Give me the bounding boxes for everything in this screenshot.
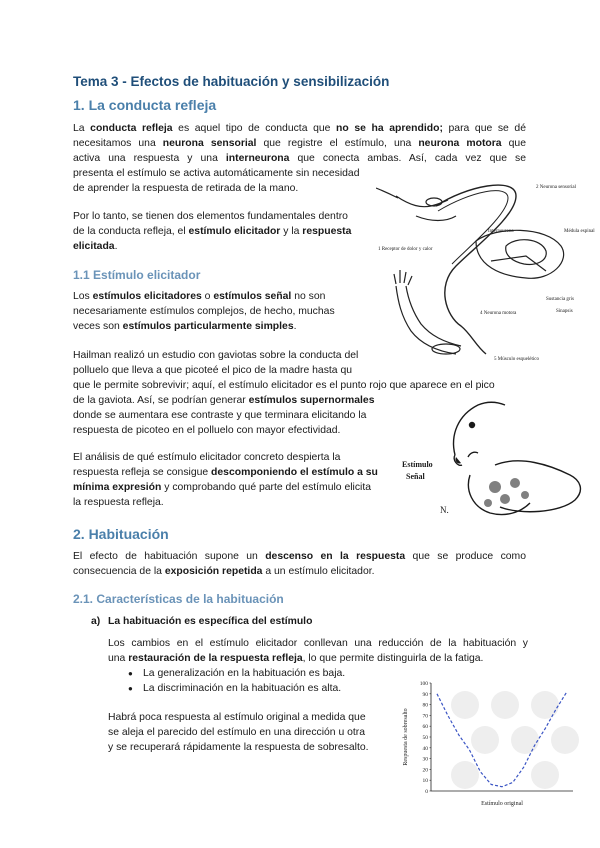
text-line: que le permite sobrevivir; aquí, el estímulo elicitador es el punto rojo que aparece en el pico [73,380,495,391]
reflex-arc-figure [376,166,598,366]
y-tick-label: 100 [419,681,428,687]
heading-conducta-refleja: 1. La conducta refleja [73,97,217,113]
label-corner: N. [440,505,449,515]
text-line: de la conducta refleja, el estímulo elicitador y la respuesta [73,226,352,237]
text-line: presenta el estímulo se activa automáticamente sin necesidad [73,168,360,179]
label-senal: Señal [406,472,425,481]
paragraph-estimulos-senal [73,289,373,334]
paragraph-analisis [73,450,403,510]
y-axis-label: Respuesta de sobresalto [403,708,409,766]
text-line: necesariamente estímulos complejos, de hecho, muchas [73,306,335,317]
text-line: necesitamos una neurona sensorial que registre el estímulo, una neurona motora que [73,138,526,149]
heading-caracteristicas: 2.1. Características de la habituación [73,592,284,606]
y-tick-label: 30 [422,756,428,763]
text-line: Los estímulos elicitadores o estímulos señal no son [73,291,326,302]
text-line: y se recuperará rápidamente la respuesta de sobresalto. [108,742,369,753]
label-musculo: 5 Músculo esquelético [494,357,539,362]
x-axis-label: Estímulo original [481,801,523,807]
text-line: la respuesta refleja. [73,497,164,508]
text-line: una restauración de la respuesta refleja, lo que permite distinguirla de la fatiga. [108,653,484,664]
watermark-dot [531,691,559,719]
label-sustancia-gris: Sustancia gris [546,297,574,302]
y-tick-label: 90 [422,691,428,698]
lower-arm-outline-2 [406,286,461,346]
lower-hand-fingers [394,270,412,285]
egg-pattern-spot [510,478,520,488]
page-title: Tema 3 - Efectos de habituación y sensibilización [73,74,390,89]
label-receptor: 1 Receptor de dolor y calor [378,247,433,252]
heading-estimulo-elicitador: 1.1 Estímulo elicitador [73,268,201,282]
arm-outline [416,216,456,221]
text-line: mínima expresión y comprobando qué parte del estímulo elicita [73,482,372,493]
watermark-dot [491,691,519,719]
bullet-list [123,666,345,696]
text-line: consecuencia de la exposición repetida a un estímulo elicitador. [73,566,375,577]
item-a-label: La habituación es específica del estímulo [108,616,313,627]
text-line: veces son estímulos particularmente simples. [73,321,297,332]
y-tick-label: 80 [422,702,428,709]
paragraph-cambios [108,636,528,666]
text-line: se aleja el parecido del estímulo en una dirección u otra [108,727,366,738]
egg-pattern-spot [500,494,510,504]
paragraph-poca-respuesta [108,710,388,755]
watermark-dots [451,691,579,789]
sensory-fiber [436,185,516,354]
text-line: Por lo tanto, se tienen dos elementos fundamentales dentro [73,211,348,222]
gull-body-outline [495,461,580,512]
y-tick-label: 50 [422,735,428,741]
text-line: Habrá poca respuesta al estímulo original a medida que [108,712,366,723]
watermark-dot [531,761,559,789]
text-line: El análisis de qué estímulo elicitador concreto despierta la [73,452,341,463]
y-tick-label: 20 [422,767,428,774]
label-neurona-motora: 4 Neurona motora [480,311,517,316]
habituation-chart [395,675,580,810]
y-tick-label: 60 [422,724,428,731]
paragraph-habituacion [73,549,526,579]
text-line: de aprender la respuesta de retirada de la mano. [73,183,299,194]
egg-pattern-spot [521,491,529,499]
label-medula: Médula espinal [564,229,595,234]
label-estimulo: Estímulo [402,460,433,469]
text-line: respuesta de picoteo en el polluelo con mayor efectividad. [73,425,341,436]
list-marker-a: a) [91,616,101,627]
list-item: ● La discriminación en la habituación es alta. [123,681,345,696]
gull-throat-outline [468,452,478,457]
label-interneurona: Interneurona [488,229,514,234]
list-item: ● La generalización en la habituación es baja. [123,666,345,681]
egg-pattern-spot [484,499,492,507]
text-line: respuesta refleja se consigue descomponiendo el estímulo a su [73,467,378,478]
paragraph-elementos [73,209,373,254]
gull-figure [400,395,590,520]
y-tick-label: 70 [422,713,428,720]
text-line: El efecto de habituación supone un descenso en la respuesta que se produce como [73,551,526,562]
y-tick-label: 10 [422,778,428,785]
text-line: donde se aumentara ese contraste y que terminara elicitando la [73,410,367,421]
text-line: Hailman realizó un estudio con gaviotas sobre la conducta del [73,350,359,361]
label-sinapsis: Sinapsis [556,309,573,314]
watermark-dot [451,691,479,719]
y-tick-labels [420,681,431,795]
text-line: elicitada. [73,241,118,252]
spinal-cord-shape [476,230,564,278]
finger-outline [376,188,398,198]
y-tick-label: 0 [425,789,428,795]
y-tick-label: 40 [422,745,428,752]
text-line: activa una respuesta y una interneurona que conecta ambas. Así, cada vez que se [73,153,526,164]
watermark-dot [451,761,479,789]
text-line: polluelo que lleva a que picoteé el pico de la madre hasta qu [73,365,353,376]
gray-matter-shape [506,240,546,265]
gull-eye [470,423,475,428]
watermark-dot [471,726,499,754]
watermark-dot [551,726,579,754]
watermark-dot [511,726,539,754]
text-line: de la gaviota. Así, se podrían generar estímulos supernormales [73,395,375,406]
egg-pattern-spot [489,481,501,493]
gull-neck-outline [454,402,505,455]
label-neurona-sensorial: 2 Neurona sensorial [536,185,576,190]
text-line: Los cambios en el estímulo elicitador conllevan una reducción de la habituación y [108,638,528,649]
text-line: La conducta refleja es aquel tipo de conducta que no se ha aprendido; para que se dé [73,123,526,134]
heading-habituacion: 2. Habituación [73,526,169,542]
chick-outline [468,475,530,515]
